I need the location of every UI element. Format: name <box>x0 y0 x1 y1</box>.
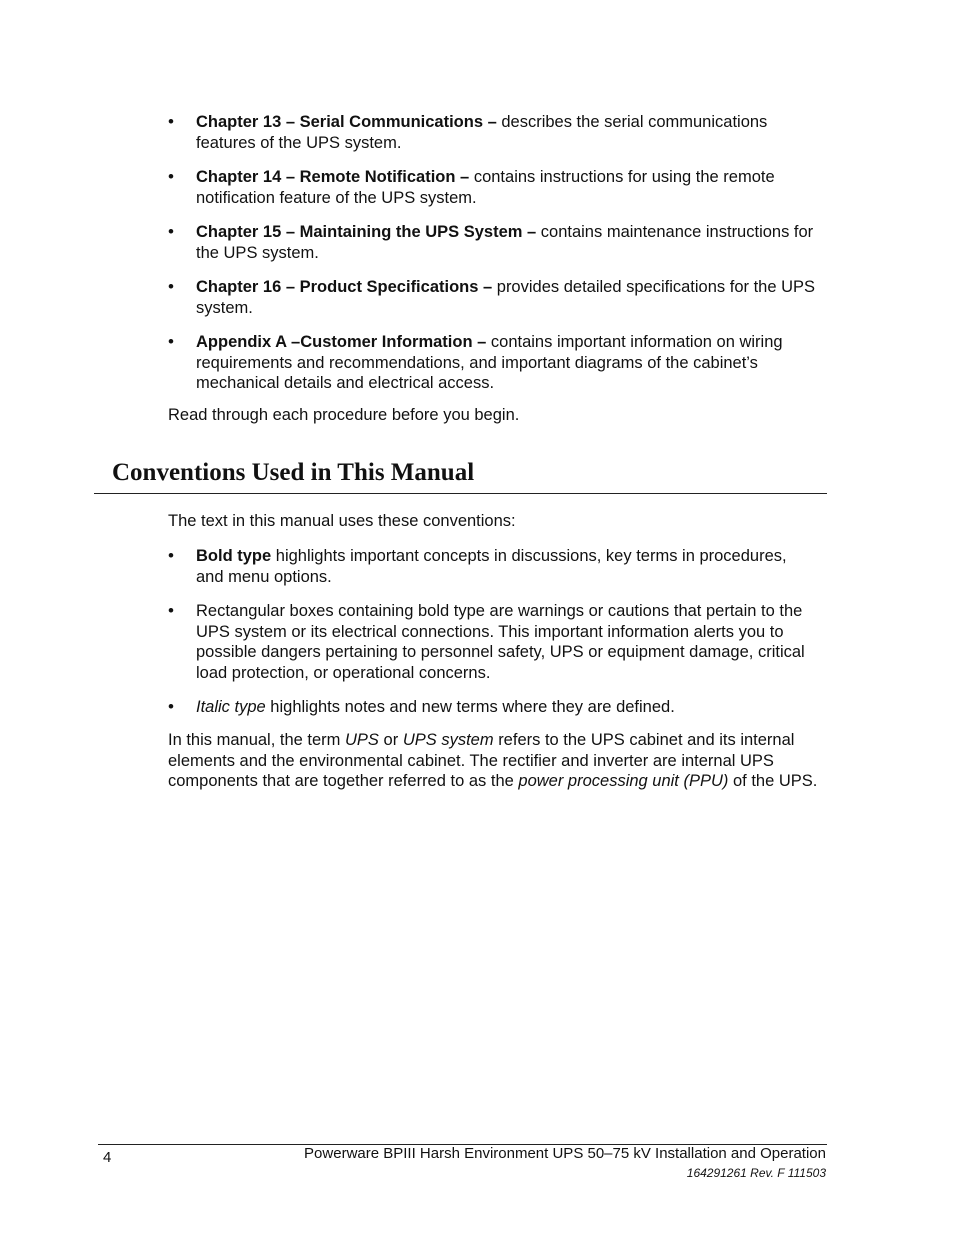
bullet-icon: • <box>168 167 174 186</box>
list-item <box>168 167 818 208</box>
closing-text: or <box>383 731 399 749</box>
chapter-description: contains maintenance instructions for the UPS system. <box>196 223 814 262</box>
chapter-description: contains important information on wiring requirements and recommendations, and important diagrams of the cabinet’s mechanical details and electrical access. <box>196 333 783 392</box>
conventions-list <box>168 546 818 732</box>
bullet-icon: • <box>168 546 174 565</box>
list-item <box>168 546 818 587</box>
chapter-description: contains instructions for using the remote notification feature of the UPS system. <box>196 168 775 207</box>
bullet-icon: • <box>168 697 174 716</box>
list-item <box>168 601 818 683</box>
chapter-title: Chapter 16 – Product Specifications – <box>196 278 493 296</box>
bullet-icon: • <box>168 112 174 131</box>
closing-text: refers to the UPS cabinet and its internal elements and the environmental cabinet. The rectifier and inverter are internal UPS components that are together referred to as the <box>168 731 795 790</box>
chapter-list <box>168 112 818 408</box>
bullet-icon: • <box>168 601 174 620</box>
boxes-description: Rectangular boxes containing bold type are warnings or cautions that pertain to the UPS system or its electrical connections. This important information alerts you to possible dangers pertaining to personnel safety, UPS or equipment damage, critical load protection, or operational concerns. <box>196 602 805 682</box>
section-heading: Conventions Used in This Manual <box>112 459 475 486</box>
chapter-title: Appendix A –Customer Information – <box>196 333 487 351</box>
closing-text: of the UPS. <box>733 772 818 790</box>
page-number: 4 <box>103 1149 112 1166</box>
footer-title: Powerware BPIII Harsh Environment UPS 50–75 kV Installation and Operation <box>304 1145 826 1162</box>
term-ppu: power processing unit (PPU) <box>518 772 729 790</box>
section-divider <box>94 493 827 494</box>
read-through-text: Read through each procedure before you begin. <box>168 406 520 424</box>
closing-paragraph <box>168 730 818 792</box>
list-item <box>168 112 818 153</box>
closing-text: In this manual, the term <box>168 731 341 749</box>
bold-type-term: Bold type <box>196 547 272 565</box>
list-item <box>168 222 818 263</box>
italic-type-term: Italic type <box>196 698 266 716</box>
bullet-icon: • <box>168 277 174 296</box>
term-ups-system: UPS system <box>402 731 494 749</box>
list-item <box>168 277 818 318</box>
chapter-description: describes the serial communications features of the UPS system. <box>196 113 768 152</box>
footer-revision: 164291261 Rev. F 111503 <box>686 1166 826 1180</box>
bullet-icon: • <box>168 222 174 241</box>
term-ups: UPS <box>345 731 379 749</box>
italic-type-description: highlights notes and new terms where they are defined. <box>270 698 675 716</box>
bullet-icon: • <box>168 332 174 351</box>
bold-type-description: highlights important concepts in discussions, key terms in procedures, and menu options. <box>196 547 787 586</box>
chapter-description: provides detailed specifications for the UPS system. <box>196 278 816 317</box>
chapter-title: Chapter 13 – Serial Communications – <box>196 113 497 131</box>
list-item <box>168 332 818 394</box>
chapter-title: Chapter 14 – Remote Notification – <box>196 168 470 186</box>
list-item <box>168 697 818 718</box>
chapter-title: Chapter 15 – Maintaining the UPS System – <box>196 223 537 241</box>
section-intro: The text in this manual uses these conventions: <box>168 512 516 530</box>
